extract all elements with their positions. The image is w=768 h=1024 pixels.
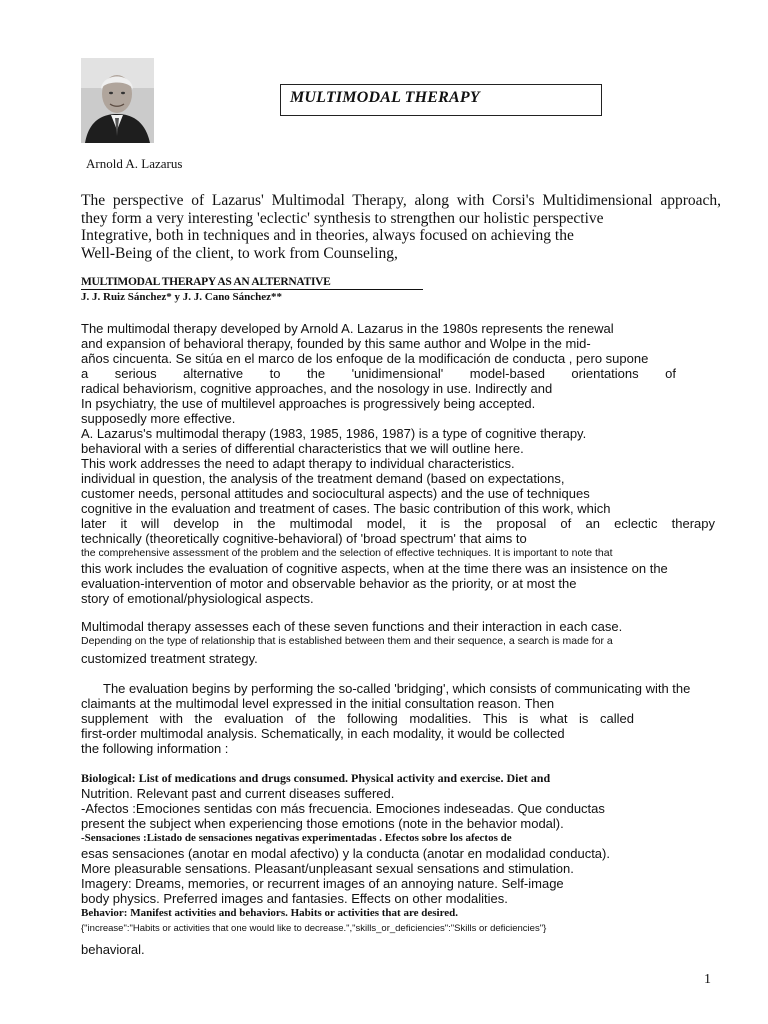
text-line: behavioral with a series of differential characteristics that we will outline here. [81, 441, 524, 456]
paragraph-2 [81, 619, 715, 666]
modality-line: present the subject when experiencing those emotions (note in the behavior modal). [81, 816, 564, 831]
text-line: This work addresses the need to adapt therapy to individual characteristics. [81, 456, 515, 471]
text-line: a serious alternative to the 'unidimensional' model-based orientations of [81, 366, 676, 381]
modality-line: More pleasurable sensations. Pleasant/unpleasant sexual sensations and stimulation. [81, 861, 574, 876]
modality-line: Nutrition. Relevant past and current diseases suffered. [81, 786, 395, 801]
text-line: Multimodal therapy assesses each of these seven functions and their interaction in each case. [81, 619, 623, 634]
intro-line: Well-Being of the client, to work from Counseling, [81, 244, 398, 262]
document-title: MULTIMODAL THERAPY [290, 89, 480, 106]
modality-line: Biological: List of medications and drugs consumed. Physical activity and exercise. Diet and [81, 771, 551, 785]
text-line: años cincuenta. Se sitúa en el marco de los enfoque de la modificación de conducta , pero supone [81, 351, 649, 366]
author-photo [81, 58, 154, 143]
modality-line: Imagery: Dreams, memories, or recurrent images of an annoying nature. Self-image [81, 876, 564, 891]
text-line: first-order multimodal analysis. Schematically, in each modality, it would be collected [81, 726, 565, 741]
paragraph-1 [81, 321, 715, 606]
modality-line: esas sensaciones (anotar en modal afectivo) y la conducta (anotar en modalidad conducta). [81, 846, 610, 861]
text-line: cognitive in the evaluation and treatment of cases. The basic contribution of this work, which [81, 501, 611, 516]
modalities-list [81, 771, 715, 957]
modality-line: -Afectos :Emociones sentidas con más frecuencia. Emociones indeseadas. Que conductas [81, 801, 605, 816]
text-line: radical behaviorism, cognitive approaches, and the nosology in use. Indirectly and [81, 381, 553, 396]
text-line: story of emotional/physiological aspects. [81, 591, 314, 606]
portrait-image [81, 58, 154, 143]
text-line: individual in question, the analysis of the treatment demand (based on expectations, [81, 471, 565, 486]
intro-line: they form a very interesting 'eclectic' synthesis to strengthen our holistic perspective [81, 209, 604, 227]
authors: J. J. Ruiz Sánchez* y J. J. Cano Sánchez** [81, 291, 283, 303]
modality-line: {"increase":"Habits or activities that one would like to decrease.","skills_or_deficiencies":"Skills or deficiencies"} [81, 923, 547, 934]
page-number: 1 [704, 972, 711, 987]
text-line: later it will develop in the multimodal model, it is the proposal of an eclectic therapy [81, 516, 715, 531]
paragraph-3 [81, 681, 715, 756]
text-line: customized treatment strategy. [81, 651, 258, 666]
text-line: supposedly more effective. [81, 411, 236, 426]
text-line: the following information : [81, 741, 229, 756]
text-line: and expansion of behavioral therapy, founded by this same author and Wolpe in the mid- [81, 336, 591, 351]
text-line: The multimodal therapy developed by Arnold A. Lazarus in the 1980s represents the renewal [81, 321, 614, 336]
modality-line: -Sensaciones :Listado de sensaciones negativas experimentadas . Efectos sobre los afectos de [81, 832, 512, 844]
intro-line: The perspective of Lazarus' Multimodal Therapy, along with Corsi's Multidimensional approach, [81, 192, 721, 209]
title-box [280, 84, 602, 116]
section-title: MULTIMODAL THERAPY AS AN ALTERNATIVE [81, 276, 423, 290]
text-line: technically (theoretically cognitive-behavioral) of 'broad spectrum' that aims to [81, 531, 527, 546]
text-line: this work includes the evaluation of cognitive aspects, when at the time there was an insistence on the [81, 561, 668, 576]
text-line: supplement with the evaluation of the following modalities. This is what is called [81, 711, 634, 726]
text-line: evaluation-intervention of motor and observable behavior as the priority, or at most the [81, 576, 577, 591]
text-line: In psychiatry, the use of multilevel approaches is progressively being accepted. [81, 396, 536, 411]
intro-line: Integrative, both in techniques and in theories, always focused on achieving the [81, 227, 574, 244]
text-line: the comprehensive assessment of the problem and the selection of effective techniques. It is important to note that [81, 547, 613, 559]
modality-line: Behavior: Manifest activities and behaviors. Habits or activities that are desired. [81, 907, 459, 919]
photo-caption: Arnold A. Lazarus [86, 156, 183, 171]
text-line: A. Lazarus's multimodal therapy (1983, 1985, 1986, 1987) is a type of cognitive therapy. [81, 426, 587, 441]
text-line: Depending on the type of relationship that is established between them and their sequence, a search is made for a [81, 635, 613, 647]
intro-paragraph [81, 192, 721, 262]
text-line: The evaluation begins by performing the so-called 'bridging', which consists of communicating with the [103, 681, 691, 696]
modality-line: behavioral. [81, 942, 145, 957]
text-line: customer needs, personal attitudes and sociocultural aspects) and the use of techniques [81, 486, 590, 501]
text-line: claimants at the multimodal level expressed in the initial consultation reason. Then [81, 696, 555, 711]
modality-line: body physics. Preferred images and fantasies. Effects on other modalities. [81, 891, 508, 906]
